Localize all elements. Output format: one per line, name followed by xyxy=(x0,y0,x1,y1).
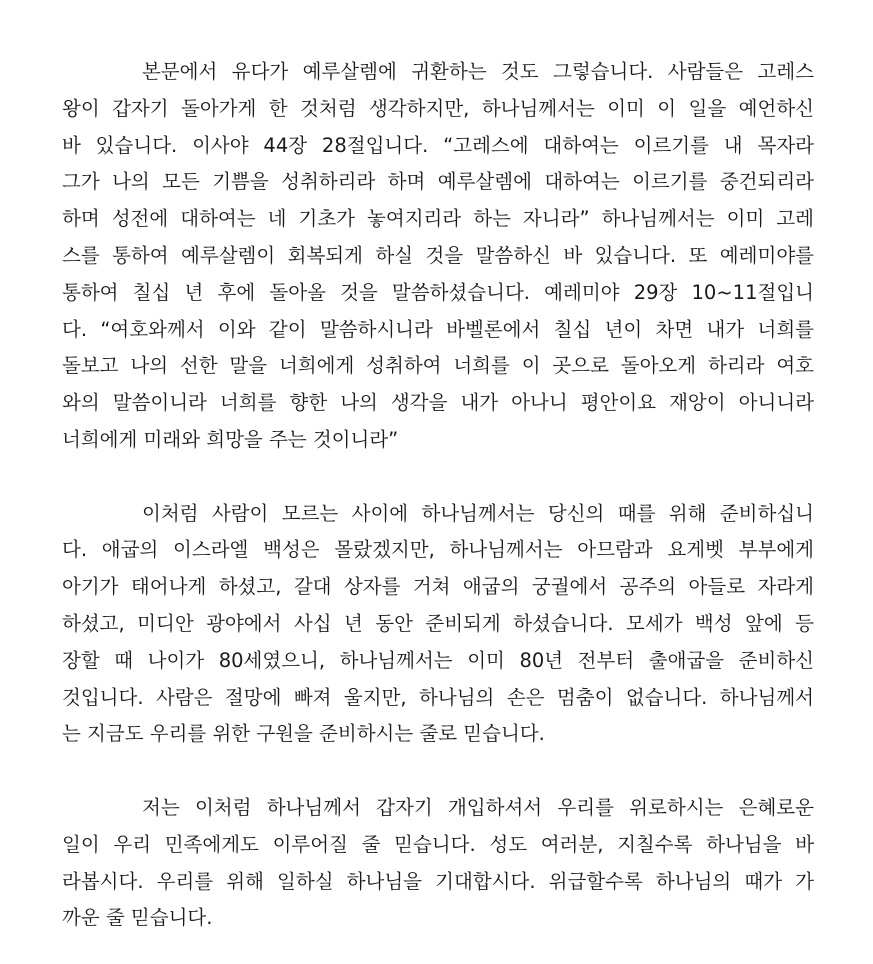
text-line: 다. “여호와께서 이와 같이 말씀하시니라 바벨론에서 칠십 년이 차면 내가 너희를 xyxy=(62,317,814,341)
text-line: 바 있습니다. 이사야 44장 28절입니다. “고레스에 대하여는 이르기를 내 목자라 xyxy=(62,133,814,157)
text-line: 통하여 칠십 년 후에 돌아올 것을 말씀하셨습니다. 예레미야 29장 10~11절입니 xyxy=(62,280,814,304)
paragraph-3 xyxy=(62,790,814,937)
text-line: 이처럼 사람이 모르는 사이에 하나님께서는 당신의 때를 위해 준비하십니 xyxy=(142,501,814,525)
text-line: 너희에게 미래와 희망을 주는 것이니라” xyxy=(62,427,399,451)
text-line: 다. 애굽의 이스라엘 백성은 몰랐겠지만, 하나님께서는 아므람과 요게벳 부부에게 xyxy=(62,538,814,562)
text-line: 본문에서 유다가 예루살렘에 귀환하는 것도 그렇습니다. 사람들은 고레스 xyxy=(142,60,814,83)
paragraph-spacer xyxy=(62,753,814,790)
text-line: 것입니다. 사람은 절망에 빠져 울지만, 하나님의 손은 멈춤이 없습니다. 하나님께서 xyxy=(62,685,814,709)
text-line: 그가 나의 모든 기쁨을 성취하리라 하며 예루살렘에 대하여는 이르기를 중건되리라 xyxy=(62,170,814,194)
text-line: 하셨고, 미디안 광야에서 사십 년 동안 준비되게 하셨습니다. 모세가 백성 앞에 등 xyxy=(62,611,814,635)
text-line: 장할 때 나이가 80세였으니, 하나님께서는 이미 80년 전부터 출애굽을 준비하신 xyxy=(62,648,814,672)
text-line: 돌보고 나의 선한 말을 너희에게 성취하여 너희를 이 곳으로 돌아오게 하리라 여호 xyxy=(62,354,814,378)
document-body xyxy=(62,54,814,937)
text-line: 라봅시다. 우리를 위해 일하실 하나님을 기대합시다. 위급할수록 하나님의 때가 가 xyxy=(62,869,814,893)
text-line: 하며 성전에 대하여는 네 기초가 놓여지리라 하는 자니라” 하나님께서는 이미 고레 xyxy=(62,207,814,231)
text-line: 일이 우리 민족에게도 이루어질 줄 믿습니다. 성도 여러분, 지칠수록 하나님을 바 xyxy=(62,832,814,856)
text-line: 스를 통하여 예루살렘이 회복되게 하실 것을 말씀하신 바 있습니다. 또 예레미야를 xyxy=(62,243,814,267)
text-line: 와의 말씀이니라 너희를 향한 나의 생각을 내가 아나니 평안이요 재앙이 아니니라 xyxy=(62,391,814,415)
paragraph-spacer xyxy=(62,459,814,496)
paragraph-2 xyxy=(62,496,814,754)
text-line: 저는 이처럼 하나님께서 갑자기 개입하셔서 우리를 위로하시는 은혜로운 xyxy=(142,795,814,819)
text-line: 는 지금도 우리를 위한 구원을 준비하시는 줄로 믿습니다. xyxy=(62,722,545,746)
text-line: 왕이 갑자기 돌아가게 한 것처럼 생각하지만, 하나님께서는 이미 이 일을 예언하신 xyxy=(62,96,814,120)
text-line: 아기가 태어나게 하셨고, 갈대 상자를 거쳐 애굽의 궁궐에서 공주의 아들로 자라게 xyxy=(62,575,814,599)
paragraph-1 xyxy=(62,54,814,459)
text-line: 까운 줄 믿습니다. xyxy=(62,906,213,930)
